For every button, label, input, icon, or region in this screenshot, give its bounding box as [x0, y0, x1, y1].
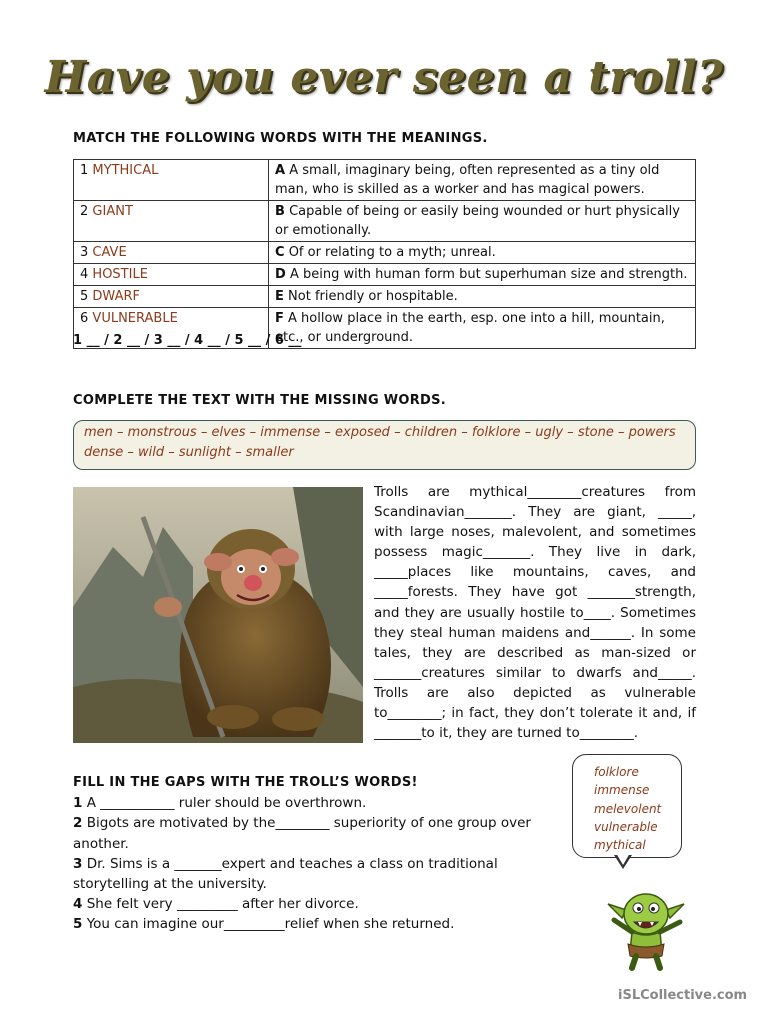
speech-bubble: [572, 754, 682, 858]
word-bank: [73, 420, 696, 470]
sentence-text: A ___________ ruler should be overthrown.: [86, 795, 367, 812]
table-row: [74, 264, 696, 286]
row-letter: C: [275, 245, 285, 260]
sentence-number: 5: [73, 916, 83, 933]
troll-cartoon: [598, 876, 694, 972]
bubble-word: immense: [594, 783, 650, 798]
row-letter: F: [275, 311, 284, 326]
vocab-word: GIANT: [92, 204, 133, 219]
section1-heading: MATCH THE FOLLOWING WORDS WITH THE MEANINGS.: [73, 131, 488, 146]
sentence-text: Bigots are motivated by the________ superiority of one group over another.: [73, 815, 531, 852]
meaning-text: A being with human form but superhuman size and strength.: [289, 267, 688, 282]
row-number: 5: [80, 289, 89, 304]
sentence-number: 4: [73, 896, 83, 913]
word-bank-line: men – monstrous – elves – immense – exposed – children – folklore – ugly – stone – powers: [84, 425, 676, 440]
section3-heading: FILL IN THE GAPS WITH THE TROLL’S WORDS!: [73, 775, 418, 790]
row-letter: A: [275, 163, 286, 178]
row-number: 2: [80, 204, 89, 219]
row-number: 3: [80, 245, 89, 260]
row-number: 6: [80, 311, 89, 326]
bubble-word: mythical: [594, 838, 646, 853]
bubble-word: vulnerable: [594, 819, 658, 834]
page-title: Have you ever seen a troll?: [44, 52, 724, 103]
list-item: [73, 793, 543, 813]
footer-watermark: iSLCollective.com: [618, 988, 748, 1003]
row-letter: B: [275, 204, 285, 219]
fill-gaps-section: [73, 773, 543, 935]
match-table: [73, 159, 696, 349]
vocab-word: CAVE: [92, 245, 127, 260]
meaning-text: A hollow place in the earth, esp. one into a hill, mountain, etc., or underground.: [275, 311, 665, 345]
meaning-text: Capable of being or easily being wounded or hurt physically or emotionally.: [275, 204, 680, 238]
section2-heading: COMPLETE THE TEXT WITH THE MISSING WORDS.: [73, 393, 447, 408]
vocab-word: MYTHICAL: [92, 163, 159, 178]
row-letter: D: [275, 267, 286, 282]
sentence-text: Dr. Sims is a _______expert and teaches a class on traditional storytelling at the university.: [73, 855, 498, 893]
troll-illustration: [73, 487, 363, 743]
table-row: [74, 160, 696, 201]
vocab-word: HOSTILE: [92, 267, 148, 282]
sentence-number: 2: [73, 815, 83, 832]
troll-photo: [73, 487, 363, 743]
vocab-word: DWARF: [92, 289, 140, 304]
vocab-word: VULNERABLE: [92, 311, 178, 326]
row-number: 4: [80, 267, 89, 282]
list-item: [73, 914, 543, 934]
bubble-word: folklore: [594, 765, 639, 779]
bubble-word-list: [573, 755, 681, 854]
meaning-text: A small, imaginary being, often represented as a tiny old man, who is skilled as a worker and has magical powers.: [275, 163, 660, 197]
table-row: [74, 242, 696, 264]
meaning-text: Not friendly or hospitable.: [288, 289, 458, 304]
sentence-number: 1: [73, 795, 83, 812]
row-number: 1: [80, 163, 89, 178]
word-bank-line: dense – wild – sunlight – smaller: [84, 445, 294, 460]
list-item: [73, 894, 543, 914]
sentence-text: You can imagine our_________relief when she returned.: [86, 916, 455, 933]
table-row: [74, 286, 696, 308]
sentence-text: She felt very _________ after her divorce.: [86, 896, 359, 913]
list-item: [73, 854, 543, 894]
bubble-tail-fill: [616, 853, 630, 865]
list-item: [73, 813, 543, 853]
meaning-text: Of or relating to a myth; unreal.: [288, 245, 496, 260]
cloze-paragraph: Trolls are mythical________creatures from Scandinavian_______. They are giant, _____, with large noses, malevolent, and sometimes possess magic_______. They live in dark, _____places like mountains, caves, and _____forests. They have got _______strength, and they are usually hostile to____. Sometimes they steal human maidens and______. In some tales, they are described as man-sized or _______creatures similar to dwarfs and_____. Trolls are also depicted as vulnerable to________; in fact, they don’t tolerate it and, if _______to it, they are turned to________.: [374, 484, 696, 742]
bubble-word: melevolent: [594, 801, 662, 816]
row-letter: E: [275, 289, 284, 304]
sentence-number: 3: [73, 855, 83, 872]
troll-cartoon-icon: [598, 876, 694, 972]
table-row: [74, 201, 696, 242]
answer-line: 1 __ / 2 __ / 3 __ / 4 __ / 5 __ / 6 __: [73, 333, 302, 348]
